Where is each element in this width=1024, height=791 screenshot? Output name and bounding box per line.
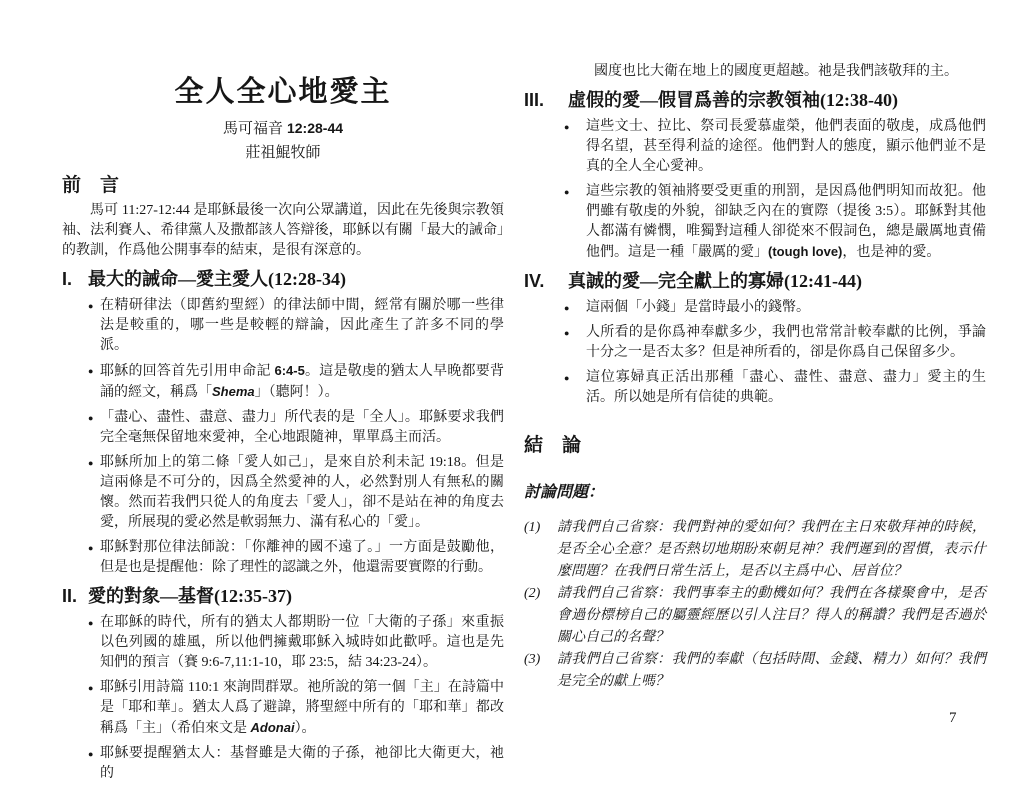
scripture-book: 馬可福音 [222, 121, 283, 137]
section-2-heading [62, 584, 504, 608]
question-number: (2) [524, 586, 541, 601]
discussion-question [524, 649, 986, 693]
question-number: (1) [524, 520, 541, 535]
section-2-title: 愛的對象—基督(12:35-37) [88, 586, 292, 606]
term-shema: Shema [212, 384, 255, 399]
verse-ref-bold: 6:4-5 [274, 363, 305, 378]
bullet-text: 在精研律法（即舊約聖經）的律法師中間，經常有關於哪一些律法是較重的，哪一些是較輕的辯論，因此產生了許多不同的學派。 [100, 298, 504, 353]
section-3 [524, 88, 986, 263]
intro-paragraph: 馬可 11:27-12:44 是耶穌最後一次向公眾講道，因此在先後與宗教領袖、法利賽人、希律黨人及撒都該人答辯後，耶穌以有關「最大的誡命」的教訓，作爲他公開事奉的結束，是很有深意的。 [62, 203, 504, 258]
conclusion-heading: 結 論 [524, 435, 582, 456]
bullet-icon: ● [564, 303, 570, 313]
bullet-icon: ● [564, 122, 570, 132]
bullet-text: 耶穌要提醒猶太人：基督雖是大衛的子孫，祂卻比大衛更大，祂的 [100, 746, 504, 781]
question-number: (3) [524, 652, 541, 667]
author-name: 莊祖鯤牧師 [245, 145, 321, 161]
bullet-list [524, 298, 986, 408]
scripture-reference [62, 119, 504, 138]
bullet-text: 這些文士、拉比、祭司長愛慕虛榮，他們表面的敬虔，成爲他們得名望，甚至得利益的途徑。他們對人的態度，顯示他們並不是真的全人全心愛神。 [586, 119, 986, 174]
sermon-title: 全人全心地愛主 [174, 76, 392, 108]
bullet-icon: ● [88, 543, 94, 553]
list-item [62, 678, 504, 739]
bullet-text: 在耶穌的時代，所有的猶太人都期盼一位「大衛的子孫」來重振以色列國的雄風，所以他們擁戴耶穌入城時如此歡呼。這也是先知們的預言（賽 9:6-7,11:1-10，耶 23:5，結 34:23-24）。 [100, 615, 504, 670]
section-4-heading [524, 269, 986, 293]
bullet-text: 耶穌的回答首先引用申命記 6:4-5。這是敬虔的猶太人早晚都要背誦的經文，稱爲「Shema」（聽阿！）。 [100, 363, 505, 400]
term-tough-love: (tough love) [768, 244, 843, 259]
list-item [62, 453, 504, 533]
list-item [524, 323, 986, 363]
question-text: 請我們自己省察：我們事奉主的動機如何？我們在各樣聚會中，是否會過份標榜自己的屬靈經歷以引人注目？得人的稱讚？我們是否過於關心自己的名聲？ [557, 586, 986, 645]
section-3-heading [524, 88, 986, 112]
list-item [524, 298, 986, 318]
list-item [524, 368, 986, 408]
question-text: 請我們自己省察：我們對神的愛如何？我們在主日來敬拜神的時候，是否全心全意？是否熱切地期盼來朝見神？我們遲到的習慣，表示什麼問題？在我們日常生活上，是否以主爲中心、居首位？ [557, 520, 986, 579]
list-item [62, 538, 504, 578]
discussion-question-list [524, 517, 986, 693]
bullet-icon: ● [564, 187, 570, 197]
section-3-number: III. [524, 90, 545, 110]
bullet-text: 耶穌所加上的第二條「愛人如己」，是來自於利未記 19:18。但是這兩條是不可分的，因爲全然愛神的人，必然對別人有無私的關懷。然而若我們只從人的角度去「愛人」，卻不是站在神的角度去愛，所展現的愛必然是軟弱無力、滿有私心的「愛」。 [100, 455, 504, 530]
bullet-text: 這位寡婦真正活出那種「盡心、盡性、盡意、盡力」愛主的生活。所以她是所有信徒的典範。 [586, 370, 986, 405]
bullet-icon: ● [88, 683, 94, 693]
bullet-text: 耶穌引用詩篇 110:1 來詢問群眾。祂所說的第一個「主」在詩篇中是「耶和華」。猶太人爲了避諱，將聖經中所有的「耶和華」都改稱爲「主」（希伯來文是 Adonai）。 [100, 680, 504, 736]
bullet-text: 這些宗教的領袖將要受更重的刑罰，是因爲他們明知而故犯。他們雖有敬虔的外貌，卻缺乏內在的實際（提後 3:5）。耶穌對其他人都滿有憐憫，唯獨對這種人卻從來不假詞色，總是嚴厲地責備他們。這是一種「嚴厲的愛」(tough love)，也是神的愛。 [586, 184, 986, 260]
question-text: 請我們自己省察：我們的奉獻（包括時間、金錢、精力）如何？我們是完全的獻上嗎？ [557, 652, 986, 689]
list-item [62, 296, 504, 356]
bullet-text: 人所看的是你爲神奉獻多少，我們也常常計較奉獻的比例，爭論十分之一是否太多？但是神所看的，卻是你爲自己保留多少。 [586, 325, 986, 360]
bullet-icon: ● [88, 301, 94, 311]
section-1 [62, 267, 504, 578]
discussion-heading: 討論問題： [524, 484, 605, 501]
section-4-title: 真誠的愛—完全獻上的寡婦(12:41-44) [568, 271, 862, 291]
section-2-number: II. [62, 586, 78, 606]
section-3-title: 虛假的愛—假冒爲善的宗教領袖(12:38-40) [568, 90, 898, 110]
section-1-title: 最大的誡命—愛主愛人(12:28-34) [88, 269, 346, 289]
bullet-icon: ● [88, 458, 94, 468]
list-item [524, 182, 986, 263]
scripture-verses: 12:28-44 [286, 120, 344, 136]
bullet-icon: ● [88, 413, 94, 423]
term-adonai: Adonai [250, 720, 295, 735]
list-item [62, 408, 504, 448]
right-column [524, 56, 986, 693]
discussion-question [524, 517, 986, 583]
section-4 [524, 269, 986, 408]
section-1-heading [62, 267, 504, 291]
left-column [62, 60, 504, 789]
bullet-list [524, 117, 986, 263]
page-number: 7 [949, 710, 957, 726]
bullet-icon: ● [88, 749, 94, 759]
continuation-text: 國度也比大衛在地上的國度更超越。祂是我們該敬拜的主。 [594, 64, 958, 79]
section-1-number: I. [62, 269, 73, 289]
bullet-icon: ● [564, 328, 570, 338]
section-2 [62, 584, 504, 784]
section-4-number: IV. [524, 271, 545, 291]
list-item [524, 117, 986, 177]
bullet-list [62, 296, 504, 578]
bullet-icon: ● [564, 373, 570, 383]
bullet-icon: ● [88, 618, 94, 628]
intro-heading: 前 言 [62, 175, 120, 196]
list-item [62, 744, 504, 784]
bullet-text: 耶穌對那位律法師說：「你離神的國不遠了。」一方面是鼓勵他，但是也是提醒他：除了理性的認識之外，他還需要實際的行動。 [100, 540, 504, 575]
list-item [62, 361, 504, 403]
bullet-text: 「盡心、盡性、盡意、盡力」所代表的是「全人」。耶穌要求我們完全毫無保留地來愛神，全心地跟隨神，單單爲主而活。 [100, 410, 504, 445]
bullet-icon: ● [88, 366, 94, 376]
list-item [62, 613, 504, 673]
discussion-question [524, 583, 986, 649]
bullet-text: 這兩個「小錢」是當時最小的錢幣。 [586, 300, 810, 315]
bullet-list [62, 613, 504, 784]
